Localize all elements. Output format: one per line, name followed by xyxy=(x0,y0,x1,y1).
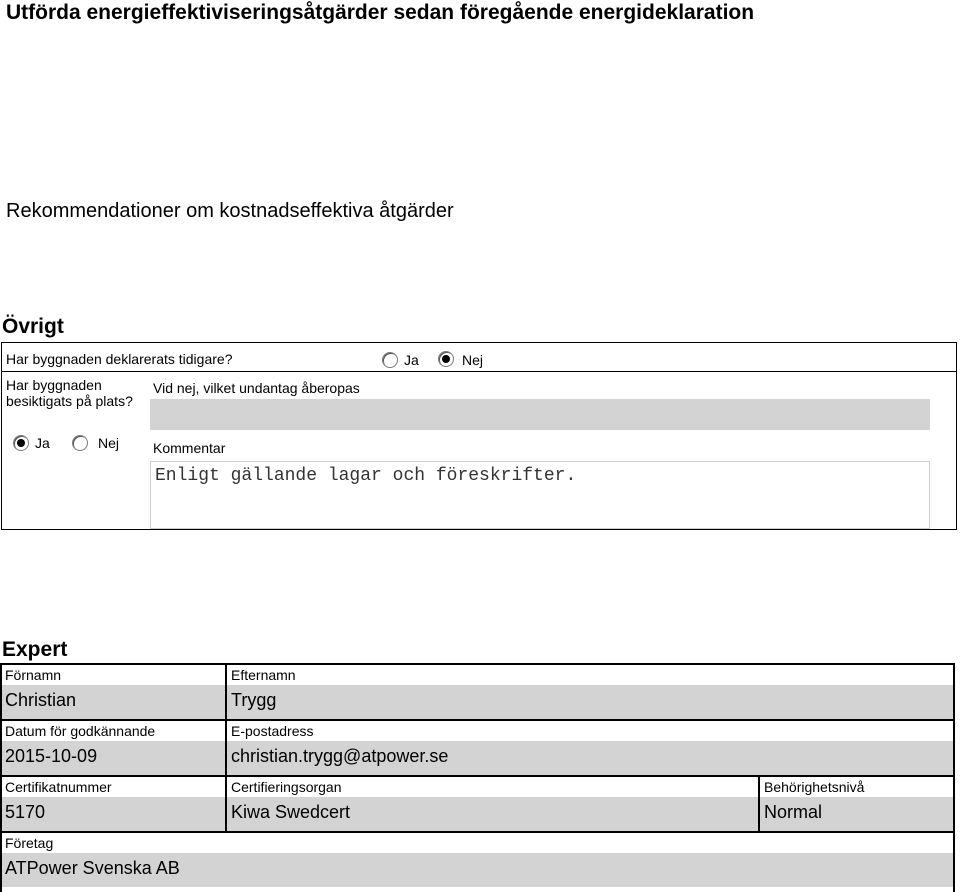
foretag-value: ATPower Svenska AB xyxy=(5,858,180,878)
q-inspected-label-line2: besiktigats på plats? xyxy=(6,393,133,409)
section-heading-measures: Utförda energieffektiviseringsåtgärder sedan föregående energideklaration xyxy=(6,1,755,24)
row-divider-3 xyxy=(0,831,955,833)
comment-field[interactable] xyxy=(150,461,930,529)
behorighet-value: Normal xyxy=(764,802,823,822)
divider xyxy=(2,371,956,372)
certnr-value: 5170 xyxy=(5,802,46,822)
foretag-label: Företag xyxy=(5,835,54,851)
q-inspected-label-line1: Har byggnaden xyxy=(6,377,102,393)
section-heading-expert: Expert xyxy=(2,638,68,661)
comment-label: Kommentar xyxy=(153,440,226,456)
datum-value: 2015-10-09 xyxy=(5,746,98,766)
epost-value: christian.trygg@atpower.se xyxy=(231,746,449,766)
fornamn-value: Christian xyxy=(5,690,77,710)
section-heading-recommendations: Rekommendationer om kostnadseffektiva åtgärder xyxy=(6,200,454,222)
q-declared-label: Har byggnaden deklarerats tidigare? xyxy=(6,351,233,367)
q-declared-no-radio[interactable] xyxy=(438,351,454,367)
certorg-value: Kiwa Swedcert xyxy=(231,802,351,822)
q-declared-yes-label: Ja xyxy=(404,352,419,368)
efternamn-label: Efternamn xyxy=(231,667,296,683)
row-divider-2 xyxy=(0,775,955,777)
epost-label: E-postadress xyxy=(231,723,314,739)
datum-label: Datum för godkännande xyxy=(5,723,156,739)
q-inspected-yes-radio[interactable] xyxy=(13,435,29,451)
certorg-label: Certifieringsorgan xyxy=(231,779,342,795)
exception-field[interactable] xyxy=(150,399,930,430)
q-inspected-no-radio[interactable] xyxy=(72,435,88,451)
q-inspected-yes-label: Ja xyxy=(35,435,50,451)
q-inspected-no-label: Nej xyxy=(98,435,120,451)
comment-text: Enligt gällande lagar och föreskrifter. xyxy=(155,466,577,486)
ovrigt-panel xyxy=(1,342,957,530)
exception-label: Vid nej, vilket undantag åberopas xyxy=(153,380,360,396)
frame-right xyxy=(953,663,955,892)
q-declared-yes-radio[interactable] xyxy=(382,352,398,368)
behorighet-label: Behörighetsnivå xyxy=(764,779,865,795)
efternamn-value: Trygg xyxy=(231,690,277,710)
efternamn-field xyxy=(227,685,953,719)
row-divider-1 xyxy=(0,719,955,721)
fornamn-label: Förnamn xyxy=(5,667,62,683)
certnr-label: Certifikatnummer xyxy=(5,779,112,795)
q-declared-no-label: Nej xyxy=(462,352,484,368)
section-heading-ovrigt: Övrigt xyxy=(2,315,64,338)
frame-top xyxy=(0,663,955,665)
